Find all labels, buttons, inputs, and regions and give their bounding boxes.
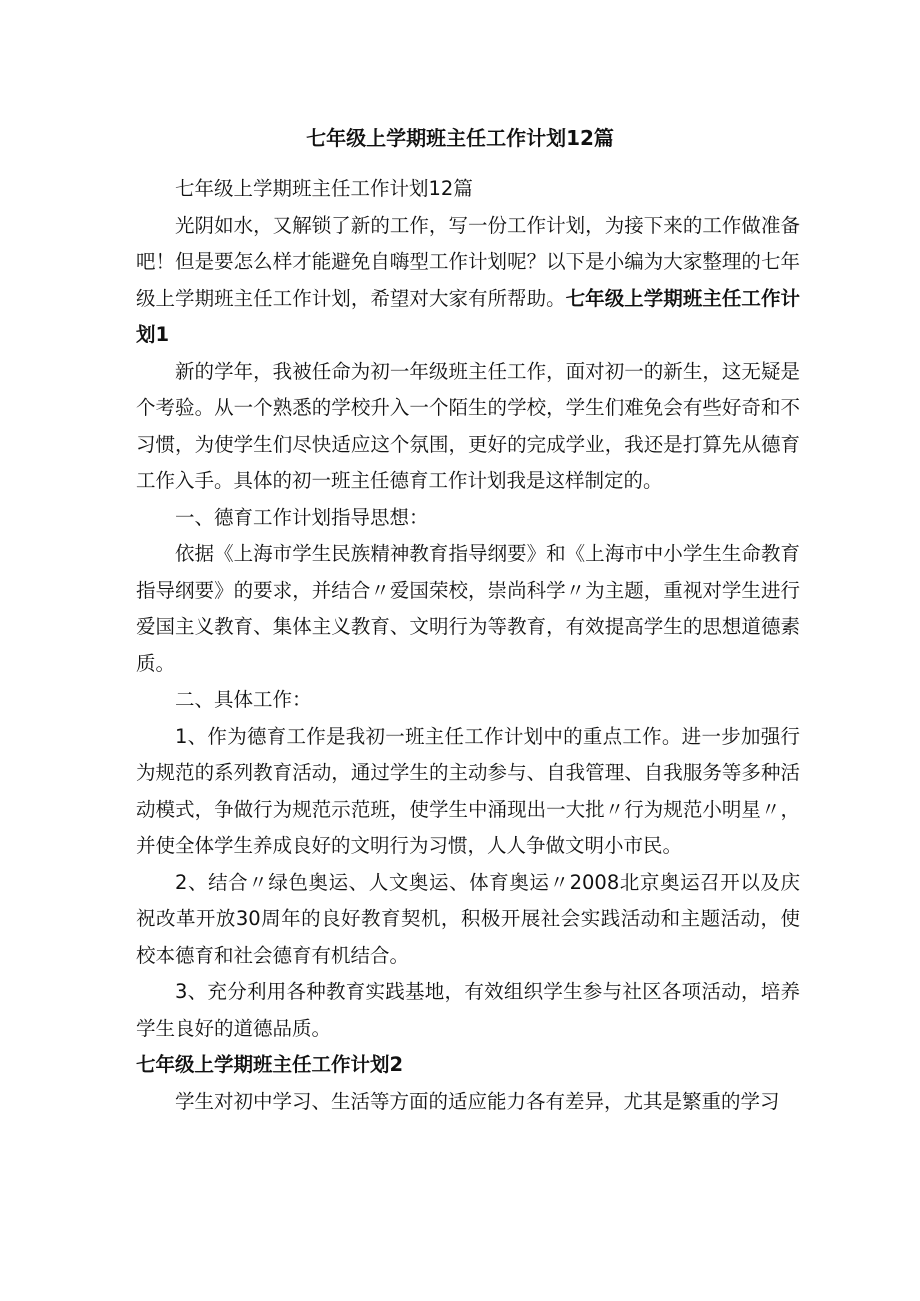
body-paragraph: 依据《上海市学生民族精神教育指导纲要》和《上海市中小学生生命教育指导纲要》的要求，并结合〃爱国荣校，崇尚科学〃为主题，重视对学生进行爱国主义教育、集体主义教育、文明行为等教育，有效提高学生的思想道德素质。: [136, 542, 800, 675]
document-title: 七年级上学期班主任工作计划12篇: [306, 126, 614, 150]
section-subheading: 二、具体工作：: [175, 688, 312, 711]
subtitle-paragraph: 七年级上学期班主任工作计划12篇: [175, 177, 473, 200]
list-item-paragraph: 2、结合〃绿色奥运、人文奥运、体育奥运〃2008北京奥运召开以及庆祝改革开放30周年的良好教育契机，积极开展社会实践活动和主题活动，使校本德育和社会德育有机结合。: [136, 870, 800, 967]
section-subheading: 一、德育工作计划指导思想：: [175, 505, 429, 529]
section-heading-2: 七年级上学期班主任工作计划2: [136, 1053, 404, 1076]
intro-paragraph: [136, 208, 800, 354]
list-item-paragraph: 3、充分利用各种教育实践基地，有效组织学生参与社区各项活动，培养学生良好的道德品质。: [136, 980, 800, 1040]
document-body: [136, 171, 800, 1120]
body-paragraph: 新的学年，我被任命为初一年级班主任工作，面对初一的新生，这无疑是个考验。从一个熟悉的学校升入一个陌生的学校，学生们难免会有些好奇和不习惯，为使学生们尽快适应这个氛围，更好的完成学业，我还是打算先从德育工作入手。具体的初一班主任德育工作计划我是这样制定的。: [136, 359, 800, 492]
body-paragraph: 学生对初中学习、生活等方面的适应能力各有差异，尤其是繁重的学习: [175, 1089, 780, 1113]
intro-text: 光阴如水，又解锁了新的工作，写一份工作计划，为接下来的工作做准备吧！但是要怎么样才能避免自嗨型工作计划呢？以下是小编为大家整理的七年级上学期班主任工作计划，希望对大家有所帮助。: [136, 213, 800, 310]
list-item-paragraph: 1、作为德育工作是我初一班主任工作计划中的重点工作。进一步加强行为规范的系列教育活动，通过学生的主动参与、自我管理、自我服务等多种活动模式，争做行为规范示范班，使学生中涌现出一大批〃行为规范小明星〃，并使全体学生养成良好的文明行为习惯，人人争做文明小市民。: [136, 724, 800, 857]
section-heading-1: 七年级上学期班主任工作计划1: [136, 286, 800, 346]
